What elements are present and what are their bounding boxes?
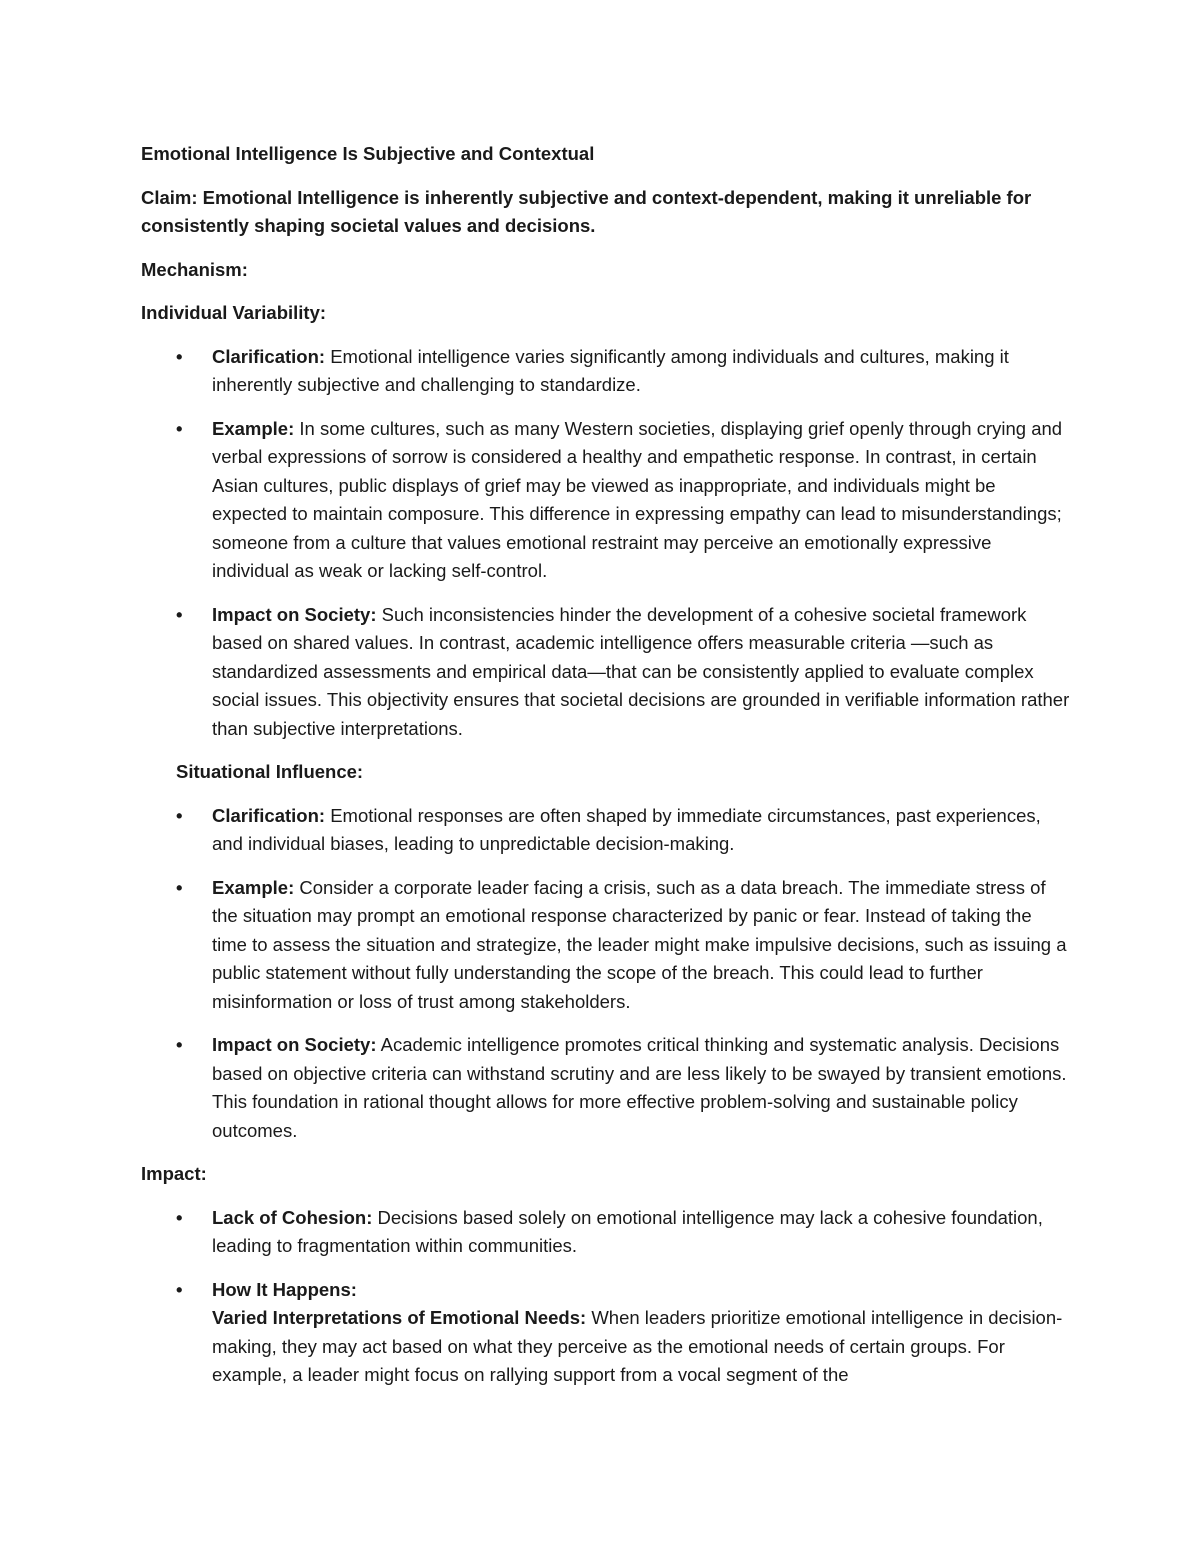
item-text: Emotional intelligence varies significantly among individuals and cultures, making it inherently subjective and challenging to standardize. bbox=[212, 345, 1009, 395]
item-text: Decisions based solely on emotional intelligence may lack a cohesive foundation, leading to fragmentation within communities. bbox=[212, 1206, 1043, 1256]
bullet-icon: • bbox=[176, 1206, 183, 1228]
bullet-icon: • bbox=[176, 876, 183, 898]
list-item bbox=[141, 343, 1071, 400]
item-label: Example: bbox=[212, 876, 295, 898]
situational-influence-list bbox=[141, 802, 1071, 1146]
item-label: Impact on Society: bbox=[212, 1034, 377, 1055]
bullet-icon: • bbox=[176, 804, 183, 826]
item-text: Consider a corporate leader facing a crisis, such as a data breach. The immediate stress of the situation may prompt an emotional response characterized by panic or fear. Instead of taking the time to assess the situation and strategize, the leader might make impulsive decisions, such as issuing a public statement without fully understanding the scope of the breach. This could lead to further misinformation or loss of trust among stakeholders. bbox=[212, 876, 1067, 1012]
list-item bbox=[141, 1204, 1071, 1261]
impact-list bbox=[141, 1204, 1071, 1390]
impact-heading: Impact: bbox=[141, 1163, 207, 1184]
item-text: Academic intelligence promotes critical thinking and systematic analysis. Decisions based on objective criteria can withstand scrutiny and are less likely to be swayed by transient emotions. This foundation in rational thought allows for more effective problem-solving and sustainable policy outcomes. bbox=[212, 1034, 1067, 1141]
bullet-icon: • bbox=[176, 1034, 183, 1055]
situational-influence-heading: Situational Influence: bbox=[176, 761, 364, 782]
claim-statement: Claim: Emotional Intelligence is inherently subjective and context-dependent, making it unreliable for consistently shaping societal values and decisions. bbox=[141, 186, 1032, 236]
bullet-icon: • bbox=[176, 603, 183, 625]
item-label: Impact on Society: bbox=[212, 603, 377, 625]
item-label: Lack of Cohesion: bbox=[212, 1206, 373, 1228]
list-item bbox=[141, 802, 1071, 859]
mechanism-heading: Mechanism: bbox=[141, 258, 248, 280]
item-label: Clarification: bbox=[212, 804, 326, 826]
item-text: When leaders prioritize emotional intelligence in decision-making, they may act based on what they perceive as the emotional needs of certain groups. For example, a leader might focus on rallying support from a vocal segment of the bbox=[212, 1307, 1063, 1385]
item-label: How It Happens: bbox=[212, 1278, 357, 1300]
item-label: Clarification: bbox=[212, 345, 326, 367]
list-item bbox=[141, 1031, 1071, 1145]
list-item bbox=[141, 415, 1071, 586]
document-body bbox=[141, 140, 1071, 1405]
list-item bbox=[141, 1276, 1071, 1390]
bullet-icon: • bbox=[176, 345, 183, 367]
list-item bbox=[141, 601, 1071, 744]
bullet-icon: • bbox=[176, 417, 183, 439]
item-label: Example: bbox=[212, 417, 295, 439]
item-text: In some cultures, such as many Western societies, displaying grief openly through crying and verbal expressions of sorrow is considered a healthy and empathetic response. In contrast, in certain Asian cultures, public displays of grief may be viewed as inappropriate, and individuals might be expected to maintain composure. This difference in expressing empathy can lead to misunderstandings; someone from a culture that values emotional restraint may perceive an emotionally expressive individual as weak or lacking self-control. bbox=[212, 417, 1063, 581]
bullet-icon: • bbox=[176, 1278, 183, 1300]
individual-variability-list bbox=[141, 343, 1071, 744]
list-item bbox=[141, 874, 1071, 1017]
item-text: Emotional responses are often shaped by immediate circumstances, past experiences, and individual biases, leading to unpredictable decision-making. bbox=[212, 804, 1041, 854]
document-title: Emotional Intelligence Is Subjective and Contextual bbox=[141, 143, 595, 164]
item-sub-label: Varied Interpretations of Emotional Needs: bbox=[212, 1307, 587, 1328]
item-text: Such inconsistencies hinder the development of a cohesive societal framework based on shared values. In contrast, academic intelligence offers measurable criteria —such as standardized assessments and empirical data—that can be consistently applied to evaluate complex social issues. This objectivity ensures that societal decisions are grounded in verifiable information rather than subjective interpretations. bbox=[212, 603, 1070, 739]
individual-variability-heading: Individual Variability: bbox=[141, 302, 327, 323]
